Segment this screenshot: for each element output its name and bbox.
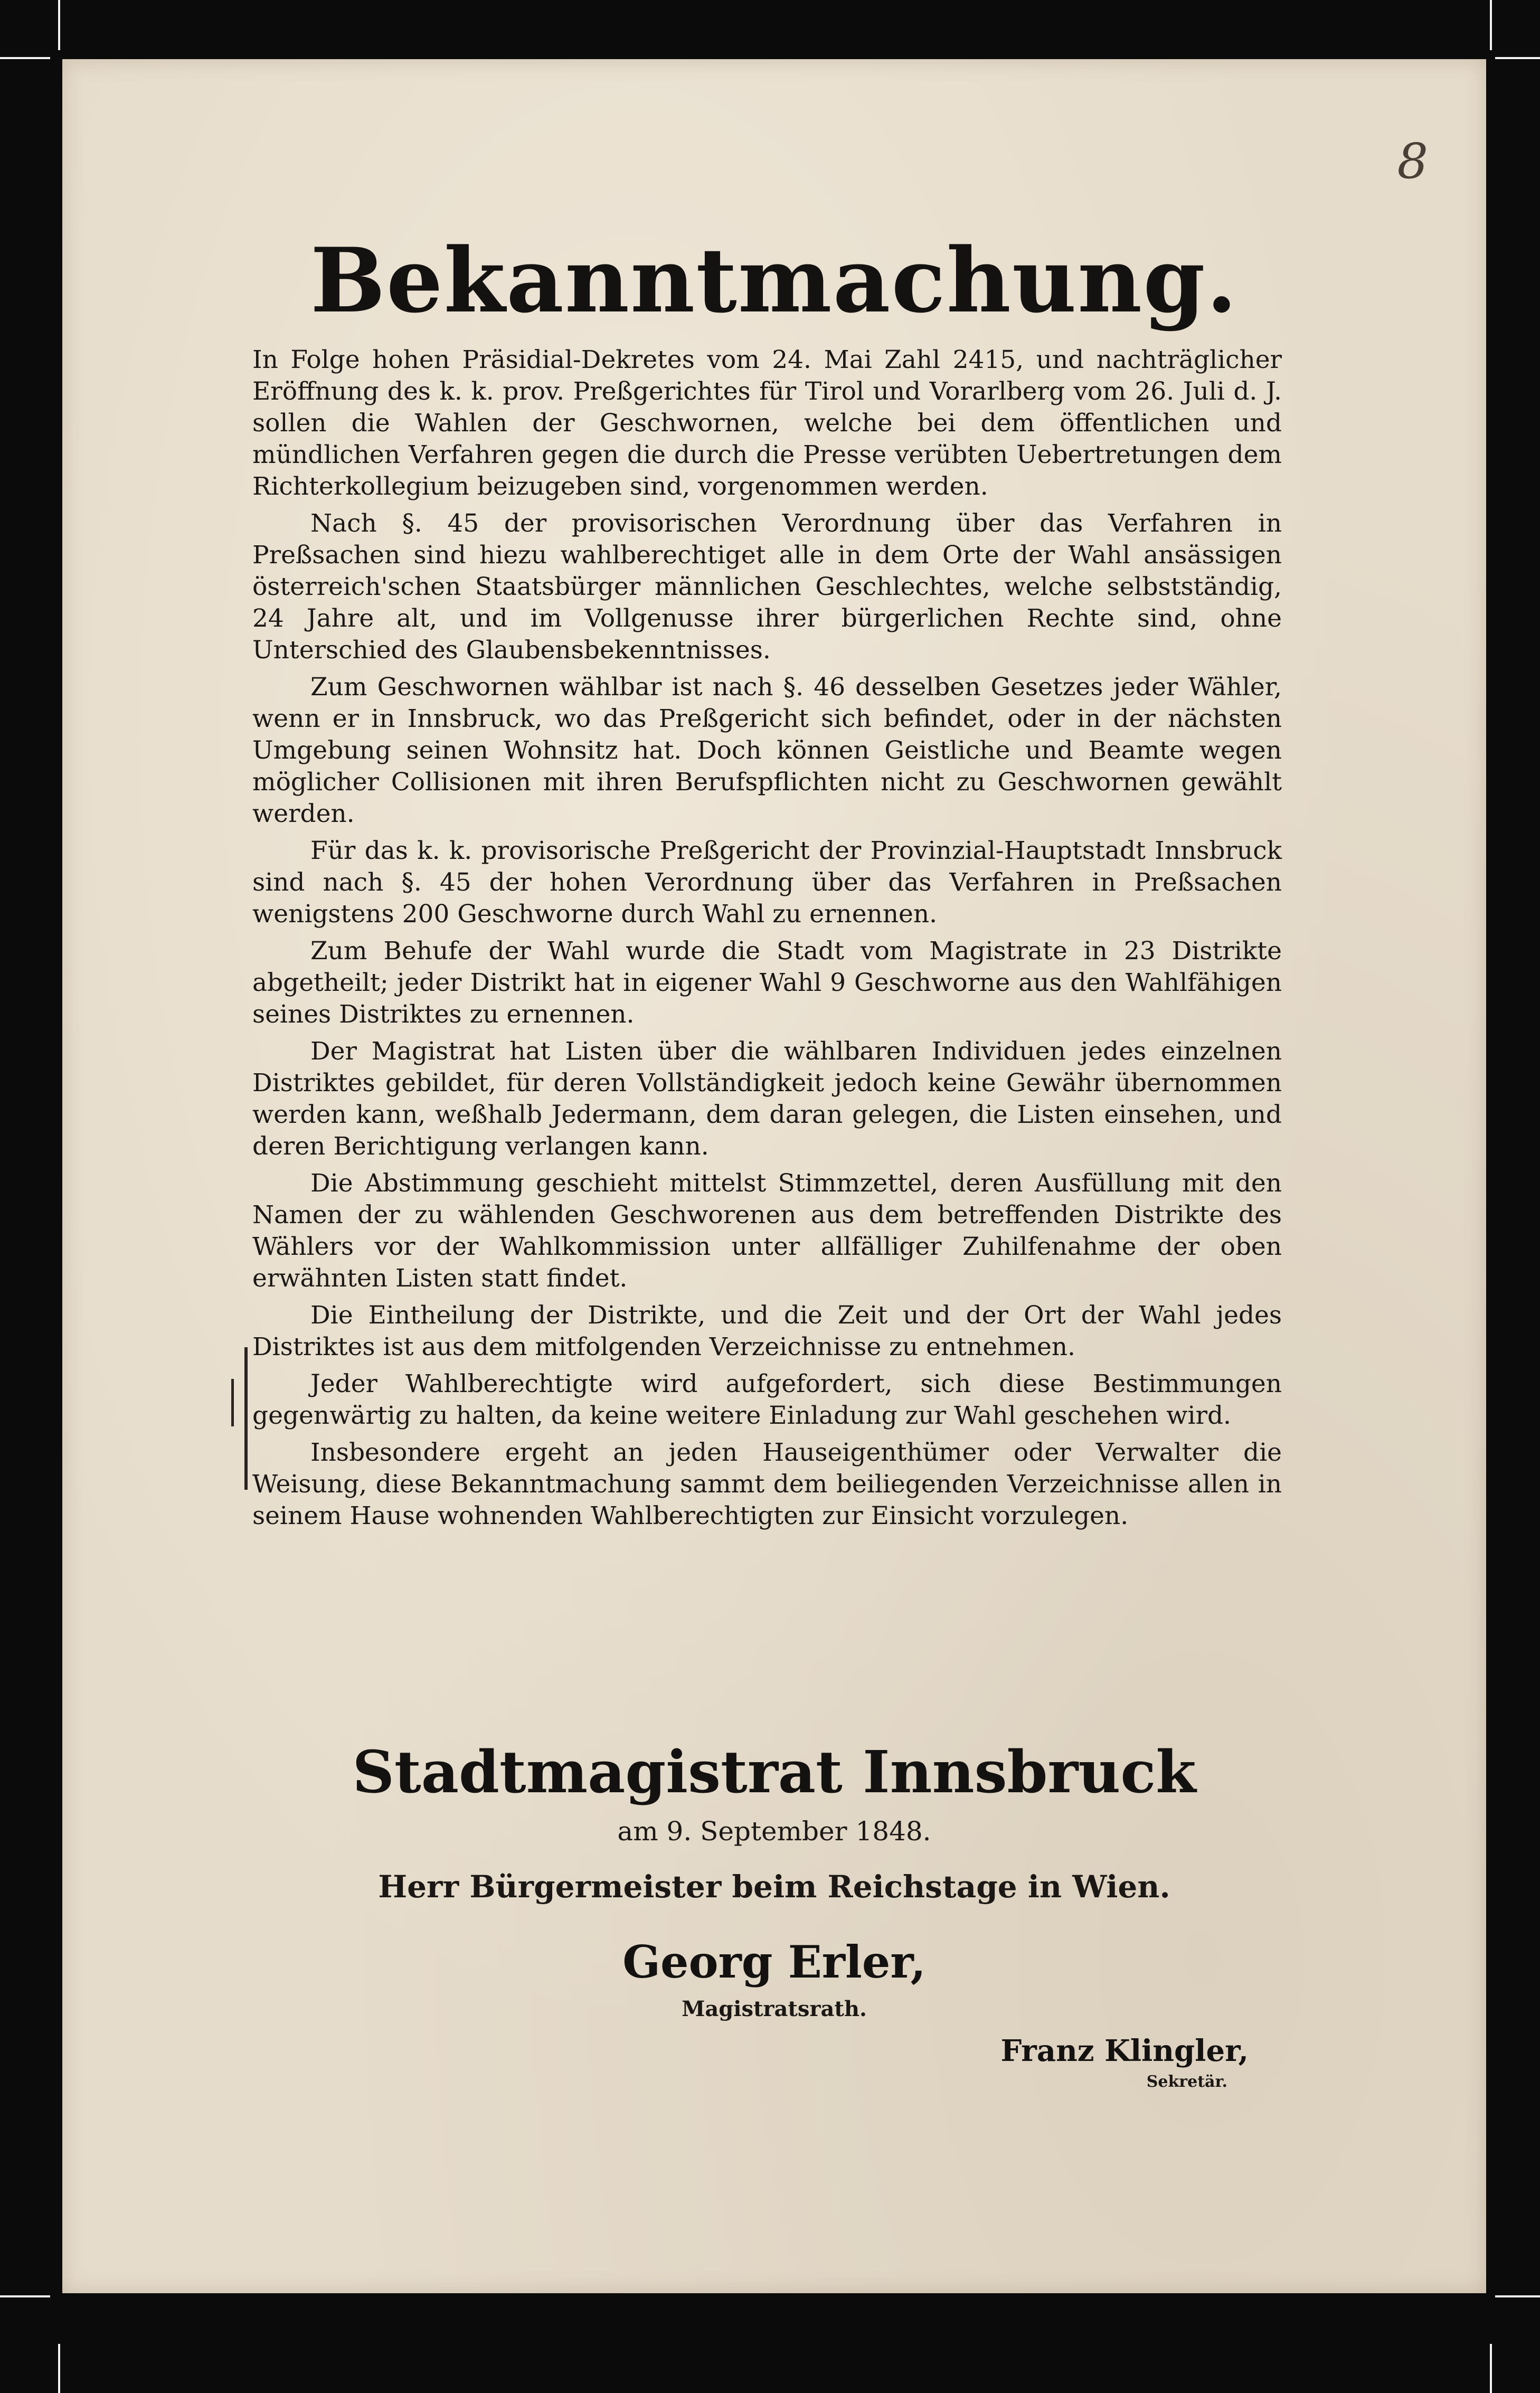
paragraph: Jeder Wahlberechtigte wird aufgefordert, sich diese Bestimmungen gegenwärtig zu halten, da keine weitere Einladung zur Wahl geschehen wird. <box>252 1369 1282 1430</box>
document-title: Bekanntmachung. <box>310 228 1239 333</box>
paragraph: Insbesondere ergeht an jeden Hauseigenthümer oder Verwalter die Weisung, diese Bekanntmachung sammt dem beiliegenden Verzeichnisse allen in seinem Hause wohnenden Wahlberechtigten zur Einsicht vorzulegen. <box>252 1438 1282 1530</box>
paragraph: In Folge hohen Präsidial-Dekretes vom 24. Mai Zahl 2415, und nachträglicher Eröffnung des k. k. prov. Preßgerichtes für Tirol und Vorarlberg vom 26. Juli d. J. sollen die Wahlen der Geschwornen, welche bei dem öffentlichen und mündlichen Verfahren gegen die durch die Presse verübten Uebertretungen dem Richterkollegium beizugeben sind, vorgenommen werden. <box>252 345 1282 501</box>
issuer-name: Stadtmagistrat Innsbruck <box>352 1738 1196 1806</box>
page-mark: 8 <box>1397 133 1428 190</box>
paragraph: Zum Geschwornen wählbar ist nach §. 46 desselben Gesetzes jeder Wähler, wenn er in Innsbruck, wo das Preßgericht sich befindet, oder in der nächsten Umgebung seinen Wohnsitz hat. Doch können Geistliche und Beamte wegen möglicher Collisionen mit ihren Berufspflichten nicht zu Geschwornen gewählt werden. <box>252 673 1282 828</box>
paragraph: Die Eintheilung der Distrikte, und die Zeit und der Ort der Wahl jedes Distriktes ist aus dem mitfolgenden Verzeichnisse zu entnehmen. <box>252 1301 1282 1361</box>
scale-tick <box>0 2295 50 2297</box>
mayor-note: Herr Bürgermeister beim Reichstage in Wien. <box>378 1869 1170 1905</box>
paragraph: Für das k. k. provisorische Preßgericht der Provinzial-Hauptstadt Innsbruck sind nach §. 45 der hohen Verordnung über das Verfahren in Preßsachen wenigstens 200 Geschworne durch Wahl zu ernennen. <box>252 836 1282 929</box>
secretary-role: Sekretär. <box>1146 2073 1227 2091</box>
signatory-name: Georg Erler, <box>622 1936 926 1988</box>
paragraph: Der Magistrat hat Listen über die wählbaren Individuen jedes einzelnen Distriktes gebildet, für deren Vollständigkeit jedoch keine Gewähr übernommen werden kann, weßhalb Jedermann, dem daran gelegen, die Listen einsehen, und deren Berichtigung verlangen kann. <box>252 1037 1282 1161</box>
secretary-name: Franz Klingler, <box>1000 2033 1249 2068</box>
scale-tick <box>58 2344 60 2393</box>
paper-sheet <box>62 59 1486 2293</box>
paragraph: Nach §. 45 der provisorischen Verordnung über das Verfahren in Preßsachen sind hiezu wahlberechtiget alle in dem Orte der Wahl ansässigen österreich'schen Staatsbürger männlichen Geschlechtes, welche selbstständig, 24 Jahre alt, und im Vollgenusse ihrer bürgerlichen Rechte sind, ohne Unterschied des Glaubensbekenntnisses. <box>252 509 1282 665</box>
scale-tick <box>0 57 50 59</box>
signatory-role: Magistratsrath. <box>682 1997 867 2021</box>
document-body <box>252 344 1282 1537</box>
margin-mark <box>244 1347 248 1490</box>
margin-mark <box>231 1379 234 1426</box>
paragraph: Die Abstimmung geschieht mittelst Stimmzettel, deren Ausfüllung mit den Namen der zu wählenden Geschworenen aus dem betreffenden Distrikte des Wählers vor der Wahlkommission unter allfälliger Zuhilfenahme der oben erwähnten Listen statt findet. <box>252 1169 1282 1293</box>
scale-tick <box>1490 0 1492 50</box>
scale-tick <box>58 0 60 50</box>
scale-tick <box>1490 2344 1492 2393</box>
issue-date: am 9. September 1848. <box>617 1816 931 1847</box>
scale-tick <box>1495 57 1540 59</box>
paragraph: Zum Behufe der Wahl wurde die Stadt vom Magistrate in 23 Distrikte abgetheilt; jeder Distrikt hat in eigener Wahl 9 Geschworne aus den Wahlfähigen seines Distriktes zu ernennen. <box>252 937 1282 1029</box>
scale-tick <box>1495 2295 1540 2297</box>
